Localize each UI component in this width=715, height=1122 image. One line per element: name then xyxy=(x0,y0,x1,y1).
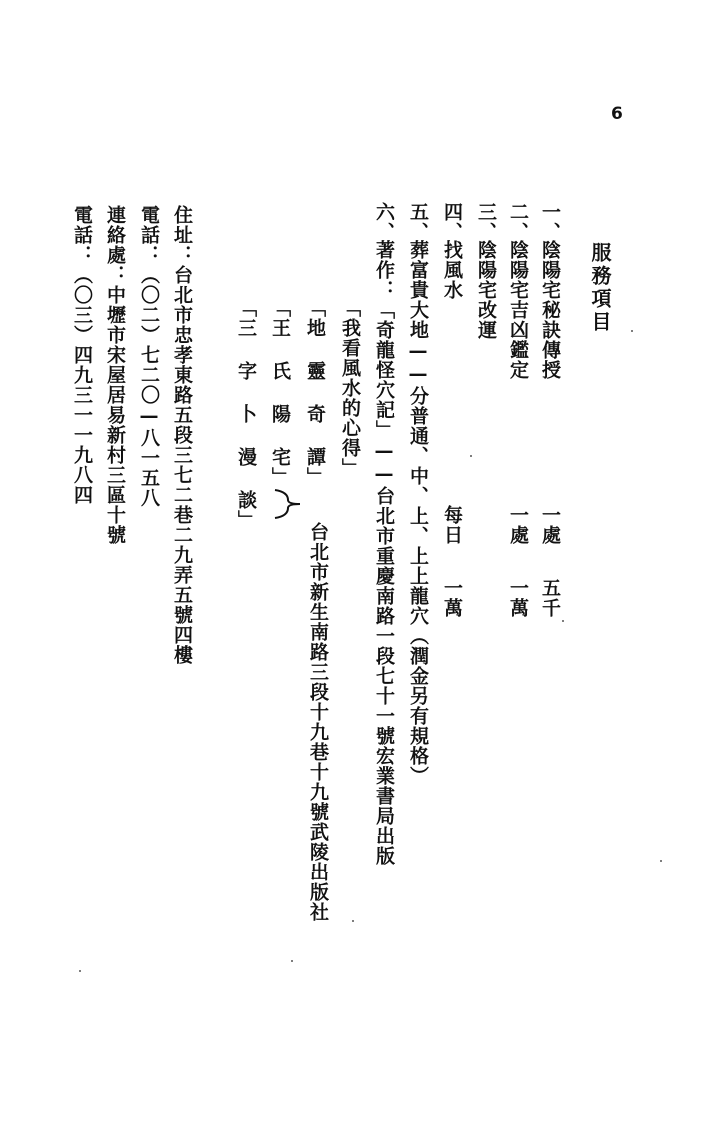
contact-phone-2-line xyxy=(72,205,91,505)
scan-speck xyxy=(470,455,472,457)
service-1-amount: 五千 xyxy=(539,578,561,618)
service-2-unit: 一處 xyxy=(507,505,529,545)
service-1-unit: 一處 xyxy=(539,505,561,545)
service-2-number: 二、 xyxy=(507,202,529,242)
service-3-name: 陰陽宅改運 xyxy=(475,240,497,340)
service-3-amount: 一萬 xyxy=(441,578,463,618)
service-5-name: 葬富貴大地——分普通、中、上、上上龍穴（潤金另有規格） xyxy=(407,240,429,786)
scan-speck xyxy=(79,970,81,972)
services-heading: 服務項目 xyxy=(588,242,612,334)
contact-phone-1-label: 電 xyxy=(138,205,160,225)
scan-speck xyxy=(352,920,354,922)
contact-address-label-text: 住 xyxy=(171,205,193,225)
contact-phone-2-value: 話：（〇三）四九三一一九八四 xyxy=(71,225,93,505)
contact-phone-2-label: 電 xyxy=(71,205,93,225)
service-4-name: 找風水 xyxy=(441,240,463,300)
book-title-4: 「三 字 卜 漫 談」 xyxy=(235,298,257,530)
book-title-1: 「我看風水的心得」 xyxy=(339,298,361,478)
page-number: 6 xyxy=(611,104,623,124)
scan-speck xyxy=(660,860,662,862)
service-1-name: 陰陽宅秘訣傳授 xyxy=(539,240,561,380)
service-3-unit: 每日 xyxy=(441,505,463,545)
scan-speck xyxy=(631,330,633,332)
service-6-name: 著作：「奇龍怪穴記」——台北市重慶南路一段七十一號宏業書局出版 xyxy=(373,240,395,866)
contact-office-line xyxy=(105,205,124,545)
service-6-number: 六、 xyxy=(373,202,395,242)
contact-phone-1-value: 話：（〇二）七二〇—八一五八 xyxy=(138,225,160,508)
book-title-2: 「地 靈 奇 譚」 xyxy=(304,298,326,487)
contact-phone-1-line xyxy=(139,205,158,508)
service-3-number: 三、 xyxy=(475,202,497,242)
contact-office-value: ：中壢市宋屋居易新村三區十號 xyxy=(104,265,126,545)
scan-speck xyxy=(562,620,564,622)
contact-address-label xyxy=(172,205,191,665)
grouping-brace xyxy=(273,486,303,522)
scan-speck xyxy=(291,960,293,962)
service-5-number: 五、 xyxy=(407,202,429,242)
service-2-name: 陰陽宅吉凶鑑定 xyxy=(507,240,529,380)
book-title-3: 「王 氏 陽 宅」 xyxy=(269,298,291,487)
service-4-number: 四、 xyxy=(441,202,463,242)
service-1-number: 一、 xyxy=(539,202,561,242)
service-2-amount: 一萬 xyxy=(507,578,529,618)
publisher-address: 台北市新生南路三段十九巷十九號武陵出版社 xyxy=(307,522,329,922)
contact-office-label: 連絡處 xyxy=(104,205,126,265)
contact-address-value: 址：台北市忠孝東路五段三七二巷二九弄五號四樓 xyxy=(171,225,193,665)
